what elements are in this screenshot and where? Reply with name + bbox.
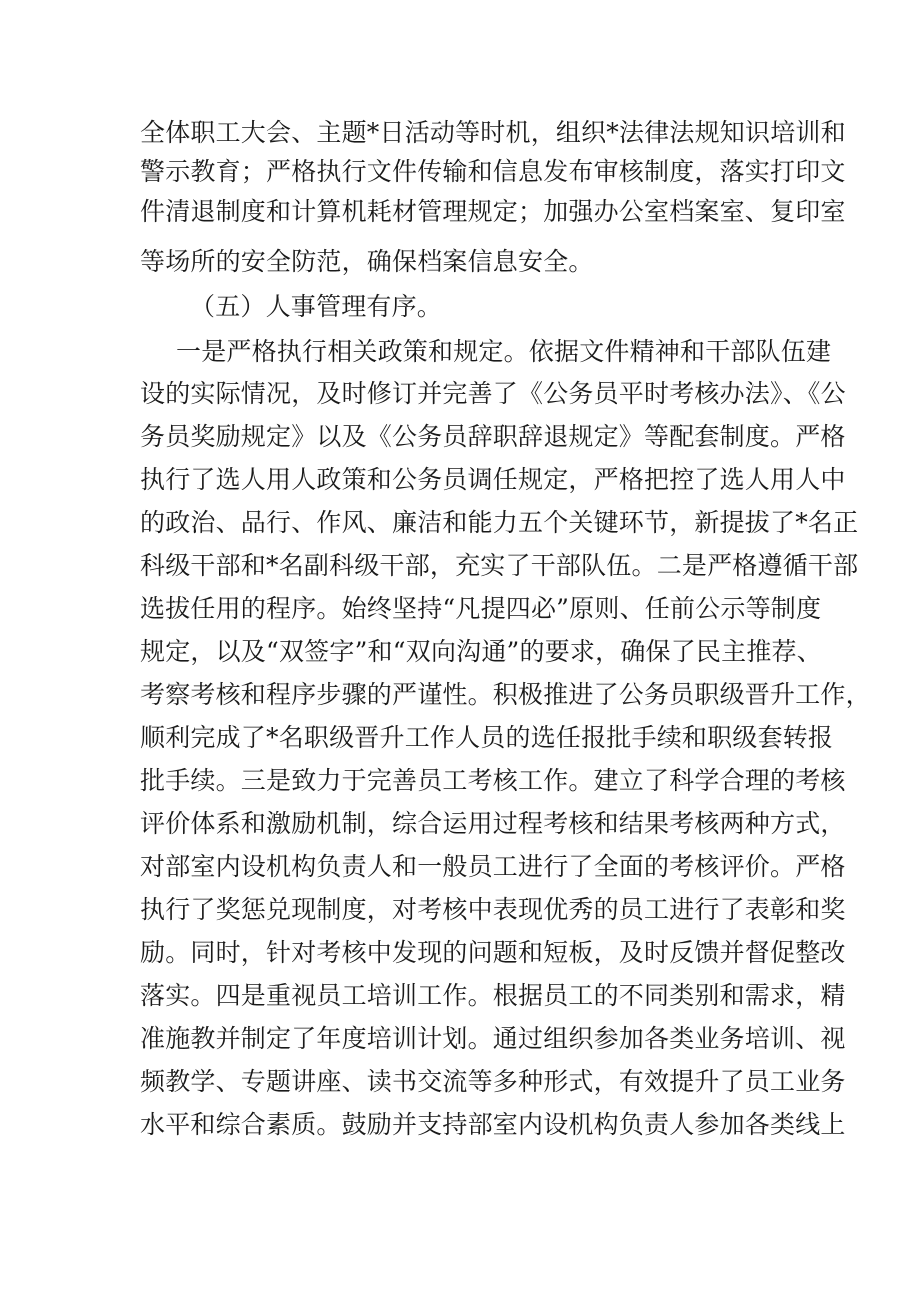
text-line: 全体职工大会、主题*日活动等时机，组织*法律法规知识培训和 — [140, 118, 846, 147]
text-line: 执行了选人用人政策和公务员调任规定，严格把控了选人用人中 — [140, 465, 846, 494]
text-line: 科级干部和*名副科级干部，充实了干部队伍。二是严格遵循干部 — [140, 551, 859, 580]
text-line: 执行了奖惩兑现制度，对考核中表现优秀的员工进行了表彰和奖 — [140, 895, 846, 924]
text-line: 考察考核和程序步骤的严谨性。积极推进了公务员职级晋升工作， — [140, 680, 871, 709]
text-line: 准施教并制定了年度培训计划。通过组织参加各类业务培训、视 — [140, 1024, 846, 1053]
text-line: 警示教育；严格执行文件传输和信息发布审核制度，落实打印文 — [140, 157, 846, 186]
text-line: 落实。四是重视员工培训工作。根据员工的不同类别和需求，精 — [140, 981, 846, 1010]
text-line: 选拔任用的程序。始终坚持“凡提四必”原则、任前公示等制度 — [140, 594, 822, 623]
text-line: 顺利完成了*名职级晋升工作人员的选任报批手续和职级套转报 — [140, 723, 834, 752]
text-line: 水平和综合素质。鼓励并支持部室内设机构负责人参加各类线上 — [140, 1110, 846, 1139]
section-heading: （五）人事管理有序。 — [190, 292, 443, 321]
text-line: 评价体系和激励机制，综合运用过程考核和结果考核两种方式， — [140, 809, 846, 838]
text-line: 对部室内设机构负责人和一般员工进行了全面的考核评价。严格 — [140, 852, 846, 881]
text-line: 的政治、品行、作风、廉洁和能力五个关键环节，新提拔了*名正 — [140, 508, 859, 537]
text-line: 规定，以及“双签字”和“双向沟通”的要求，确保了民主推荐、 — [140, 637, 822, 666]
text-line: 务员奖励规定》以及《公务员辞职辞退规定》等配套制度。严格 — [140, 422, 846, 451]
text-line: 等场所的安全防范，确保档案信息安全。 — [140, 247, 594, 276]
text-line: 设的实际情况，及时修订并完善了《公务员平时考核办法》、《公 — [140, 379, 846, 408]
paragraph-first-line: 一是严格执行相关政策和规定。依据文件精神和干部队伍建 — [176, 337, 832, 366]
text-line: 件清退制度和计算机耗材管理规定；加强办公室档案室、复印室 — [140, 197, 846, 226]
text-line: 励。同时，针对考核中发现的问题和短板，及时反馈并督促整改 — [140, 938, 846, 967]
text-line: 批手续。三是致力于完善员工考核工作。建立了科学合理的考核 — [140, 766, 846, 795]
text-line: 频教学、专题讲座、读书交流等多种形式，有效提升了员工业务 — [140, 1067, 846, 1096]
